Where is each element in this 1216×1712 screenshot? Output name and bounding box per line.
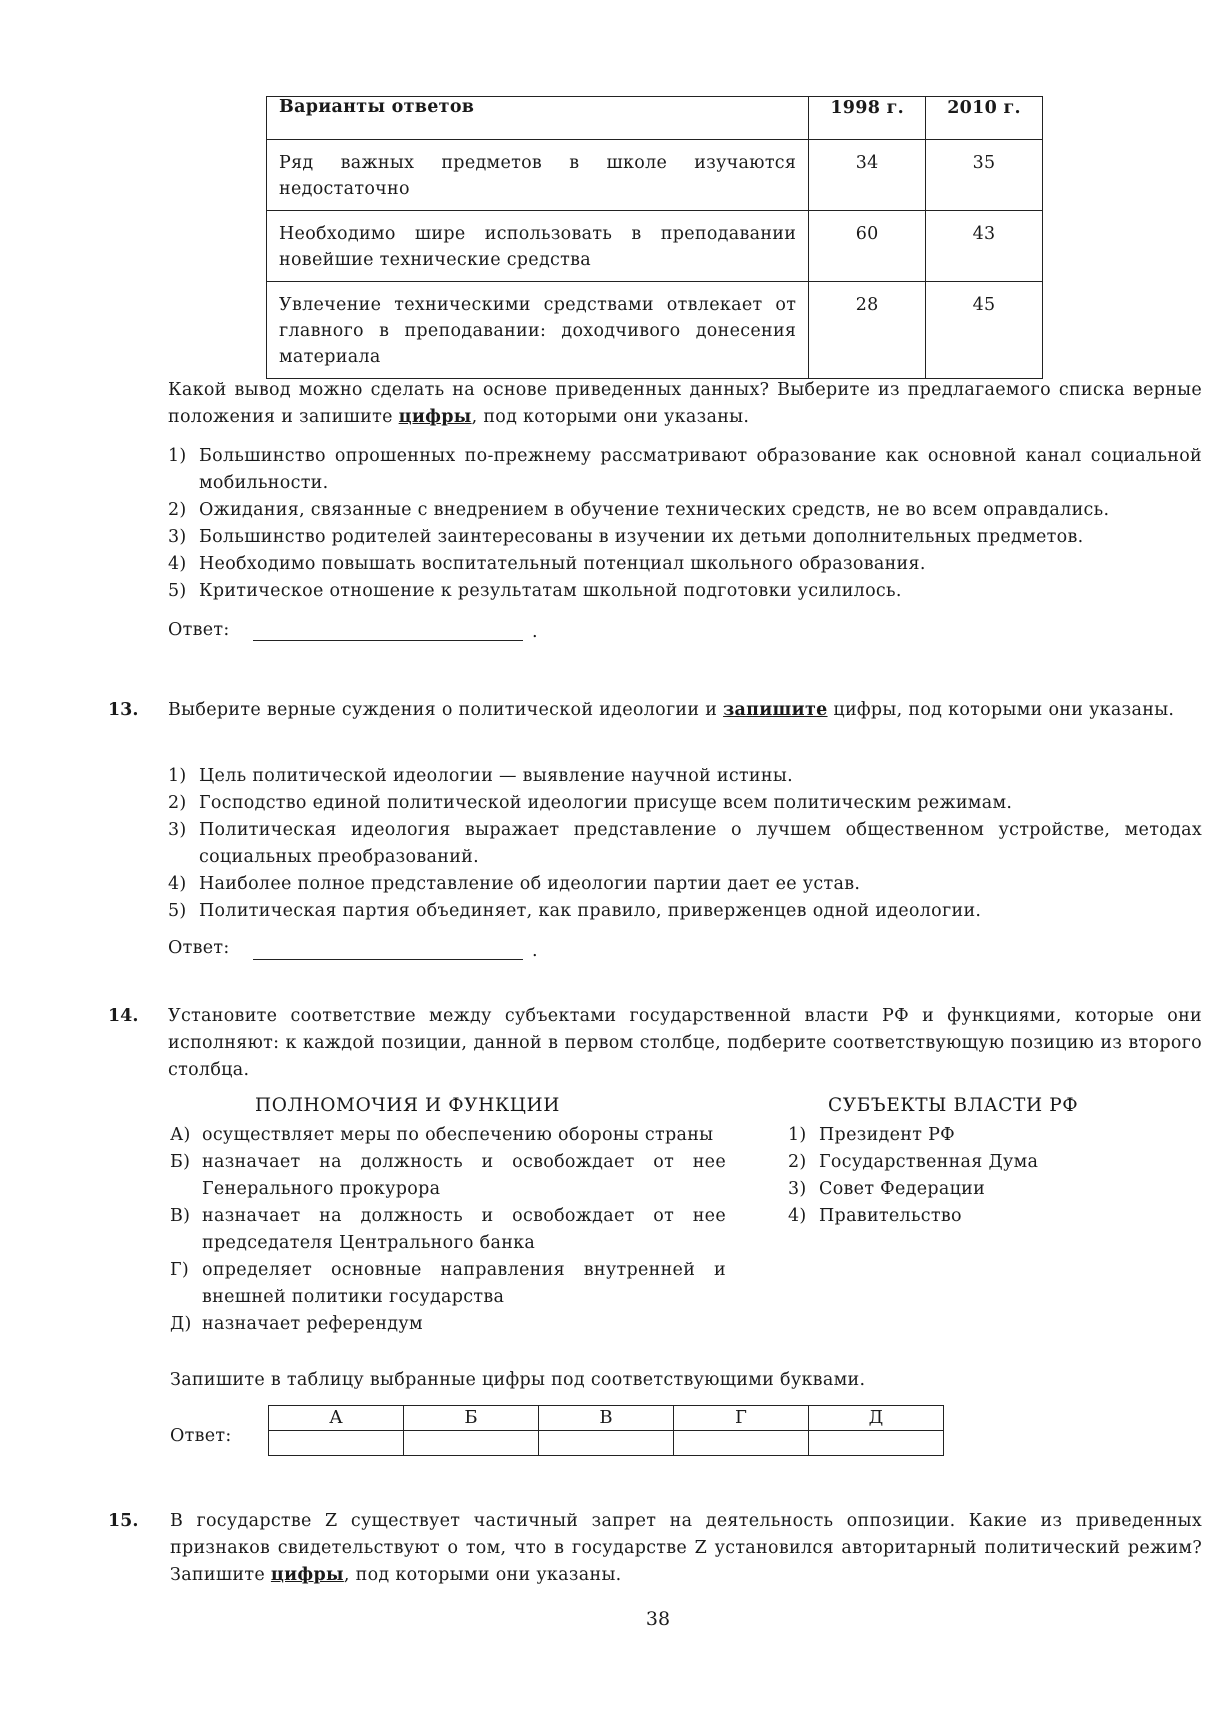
q14-prompt: Установите соответствие между субъектами государственной власти РФ и функциями, которые они исполняют: к каждой позиции, данной в первом столбце, подберите соответствующую позицию из второго столбца. bbox=[168, 1006, 1202, 1080]
q13-prompt-emphasis: запишите bbox=[723, 700, 828, 720]
option-number: 3) bbox=[168, 820, 187, 840]
q13-prompt-text: Выберите верные суждения о политической идеологии и bbox=[168, 700, 724, 720]
q12-options bbox=[168, 443, 1202, 605]
option-text: Ожидания, связанные с внедрением в обучение технических средств, не во всем оправдались. bbox=[199, 500, 1110, 520]
answer-cell-b[interactable] bbox=[404, 1431, 539, 1456]
q13-prompt bbox=[168, 697, 1202, 724]
table-header-row bbox=[267, 97, 1043, 140]
row-value-1998: 28 bbox=[809, 282, 926, 379]
answer-grid-input-row bbox=[269, 1431, 944, 1456]
q13-answer-dot: . bbox=[532, 941, 538, 961]
header-options: Варианты ответов bbox=[267, 97, 809, 140]
table-row bbox=[267, 211, 1043, 282]
q12-prompt-text: Какой вывод можно сделать на основе приведенных данных? Выберите из предлагаемого списка верные положения и запишите bbox=[168, 380, 1202, 427]
functions-column-title: ПОЛНОМОЧИЯ И ФУНКЦИИ bbox=[255, 1095, 560, 1116]
q12-answer-dot: . bbox=[532, 622, 538, 642]
function-text: осуществляет меры по обеспечению обороны страны bbox=[202, 1125, 714, 1145]
subject-text: Государственная Дума bbox=[819, 1152, 1039, 1172]
q14-answer-label: Ответ: bbox=[170, 1426, 232, 1446]
option-text: Цель политической идеологии — выявление научной истины. bbox=[199, 766, 793, 786]
function-letter: Б) bbox=[170, 1152, 191, 1172]
header-year-1998: 1998 г. bbox=[809, 97, 926, 140]
functions-list bbox=[170, 1122, 726, 1338]
row-value-1998: 60 bbox=[809, 211, 926, 282]
list-item bbox=[168, 578, 1202, 605]
option-text: Необходимо повышать воспитательный потенциал школьного образования. bbox=[199, 554, 926, 574]
list-item bbox=[168, 497, 1202, 524]
option-text: Большинство опрошенных по-прежнему рассматривают образование как основной канал социальной мобильности. bbox=[199, 446, 1202, 493]
option-number: 1) bbox=[168, 446, 187, 466]
table-row bbox=[267, 140, 1043, 211]
q15-prompt-emphasis: цифры bbox=[270, 1565, 344, 1585]
option-text: Господство единой политической идеологии присуще всем политическим режимам. bbox=[199, 793, 1013, 813]
q13-number: 13. bbox=[108, 700, 139, 720]
list-item bbox=[170, 1257, 726, 1311]
function-text: назначает референдум bbox=[202, 1314, 423, 1334]
q13-answer-label: Ответ: bbox=[168, 938, 230, 958]
header-year-2010: 2010 г. bbox=[926, 97, 1043, 140]
list-item bbox=[168, 898, 1202, 925]
answer-cell-v[interactable] bbox=[539, 1431, 674, 1456]
list-item bbox=[170, 1311, 726, 1338]
option-number: 1) bbox=[168, 766, 187, 786]
subject-text: Президент РФ bbox=[819, 1125, 955, 1145]
grid-letter-v: В bbox=[539, 1406, 674, 1431]
row-option: Ряд важных предметов в школе изучаются недостаточно bbox=[267, 140, 809, 211]
list-item bbox=[788, 1149, 1148, 1176]
list-item bbox=[788, 1203, 1148, 1230]
answer-cell-a[interactable] bbox=[269, 1431, 404, 1456]
list-item bbox=[170, 1203, 726, 1257]
function-text: назначает на должность и освобождает от нее председателя Центрального банка bbox=[202, 1206, 726, 1253]
table-row bbox=[267, 282, 1043, 379]
grid-letter-d: Д bbox=[809, 1406, 944, 1431]
subject-number: 2) bbox=[788, 1152, 807, 1172]
list-item bbox=[788, 1176, 1148, 1203]
q15-prompt-text: В государстве Z существует частичный запрет на деятельность оппозиции. Какие из приведенных признаков свидетельствуют о том, что в государстве Z установился авторитарный политический режим? Запишите bbox=[170, 1511, 1202, 1585]
grid-letter-b: Б bbox=[404, 1406, 539, 1431]
q15-number: 15. bbox=[108, 1511, 139, 1531]
subject-number: 4) bbox=[788, 1206, 807, 1226]
list-item bbox=[168, 443, 1202, 497]
function-letter: Г) bbox=[170, 1260, 190, 1280]
option-number: 4) bbox=[168, 874, 187, 894]
option-text: Политическая идеология выражает представление о лучшем общественном устройстве, методах социальных преобразований. bbox=[199, 820, 1202, 867]
q12-answer-line[interactable] bbox=[253, 640, 523, 641]
function-letter: Д) bbox=[170, 1314, 192, 1334]
q14-number: 14. bbox=[108, 1006, 139, 1026]
function-letter: В) bbox=[170, 1206, 191, 1226]
row-value-1998: 34 bbox=[809, 140, 926, 211]
q12-prompt-emphasis: цифры bbox=[398, 407, 472, 427]
q12-prompt-text-end: , под которыми они указаны. bbox=[471, 407, 750, 427]
option-text: Политическая партия объединяет, как правило, приверженцев одной идеологии. bbox=[199, 901, 982, 921]
list-item bbox=[168, 871, 1202, 898]
q15-prompt bbox=[170, 1508, 1202, 1589]
row-value-2010: 45 bbox=[926, 282, 1043, 379]
row-value-2010: 43 bbox=[926, 211, 1043, 282]
list-item bbox=[168, 524, 1202, 551]
option-text: Большинство родителей заинтересованы в изучении их детьми дополнительных предметов. bbox=[199, 527, 1084, 547]
list-item bbox=[170, 1149, 726, 1203]
list-item bbox=[168, 817, 1202, 871]
q12-prompt bbox=[168, 377, 1202, 431]
function-text: определяет основные направления внутренней и внешней политики государства bbox=[202, 1260, 726, 1307]
answer-cell-g[interactable] bbox=[674, 1431, 809, 1456]
grid-letter-g: Г bbox=[674, 1406, 809, 1431]
option-number: 4) bbox=[168, 554, 187, 574]
subjects-list bbox=[788, 1122, 1148, 1230]
list-item bbox=[788, 1122, 1148, 1149]
list-item bbox=[168, 551, 1202, 578]
page-number: 38 bbox=[645, 1608, 671, 1630]
list-item bbox=[170, 1122, 726, 1149]
option-number: 5) bbox=[168, 901, 187, 921]
answer-cell-d[interactable] bbox=[809, 1431, 944, 1456]
list-item bbox=[168, 763, 1202, 790]
subjects-column-title: СУБЪЕКТЫ ВЛАСТИ РФ bbox=[828, 1095, 1079, 1116]
subject-text: Совет Федерации bbox=[819, 1179, 986, 1199]
row-option: Увлечение техническими средствами отвлекает от главного в преподавании: доходчивого донесения материала bbox=[267, 282, 809, 379]
subject-text: Правительство bbox=[819, 1206, 962, 1226]
subject-number: 3) bbox=[788, 1179, 807, 1199]
subject-number: 1) bbox=[788, 1125, 807, 1145]
option-number: 3) bbox=[168, 527, 187, 547]
row-option: Необходимо шире использовать в преподавании новейшие технические средства bbox=[267, 211, 809, 282]
q12-answer-label: Ответ: bbox=[168, 620, 230, 640]
option-text: Критическое отношение к результатам школьной подготовки усилилось. bbox=[199, 581, 902, 601]
q13-answer-line[interactable] bbox=[253, 959, 523, 960]
list-item bbox=[168, 790, 1202, 817]
survey-table bbox=[266, 96, 1043, 379]
option-number: 5) bbox=[168, 581, 187, 601]
grid-letter-a: А bbox=[269, 1406, 404, 1431]
answer-grid bbox=[268, 1405, 944, 1456]
option-text: Наиболее полное представление об идеологии партии дает ее устав. bbox=[199, 874, 861, 894]
option-number: 2) bbox=[168, 793, 187, 813]
q13-prompt-text-end: цифры, под которыми они указаны. bbox=[827, 700, 1175, 720]
q13-options bbox=[168, 763, 1202, 925]
q15-prompt-text-end: , под которыми они указаны. bbox=[343, 1565, 622, 1585]
option-number: 2) bbox=[168, 500, 187, 520]
q14-table-instruction: Запишите в таблицу выбранные цифры под соответствующими буквами. bbox=[170, 1370, 866, 1390]
answer-grid-letters-row bbox=[269, 1406, 944, 1431]
function-letter: А) bbox=[170, 1125, 191, 1145]
row-value-2010: 35 bbox=[926, 140, 1043, 211]
function-text: назначает на должность и освобождает от нее Генерального прокурора bbox=[202, 1152, 726, 1199]
